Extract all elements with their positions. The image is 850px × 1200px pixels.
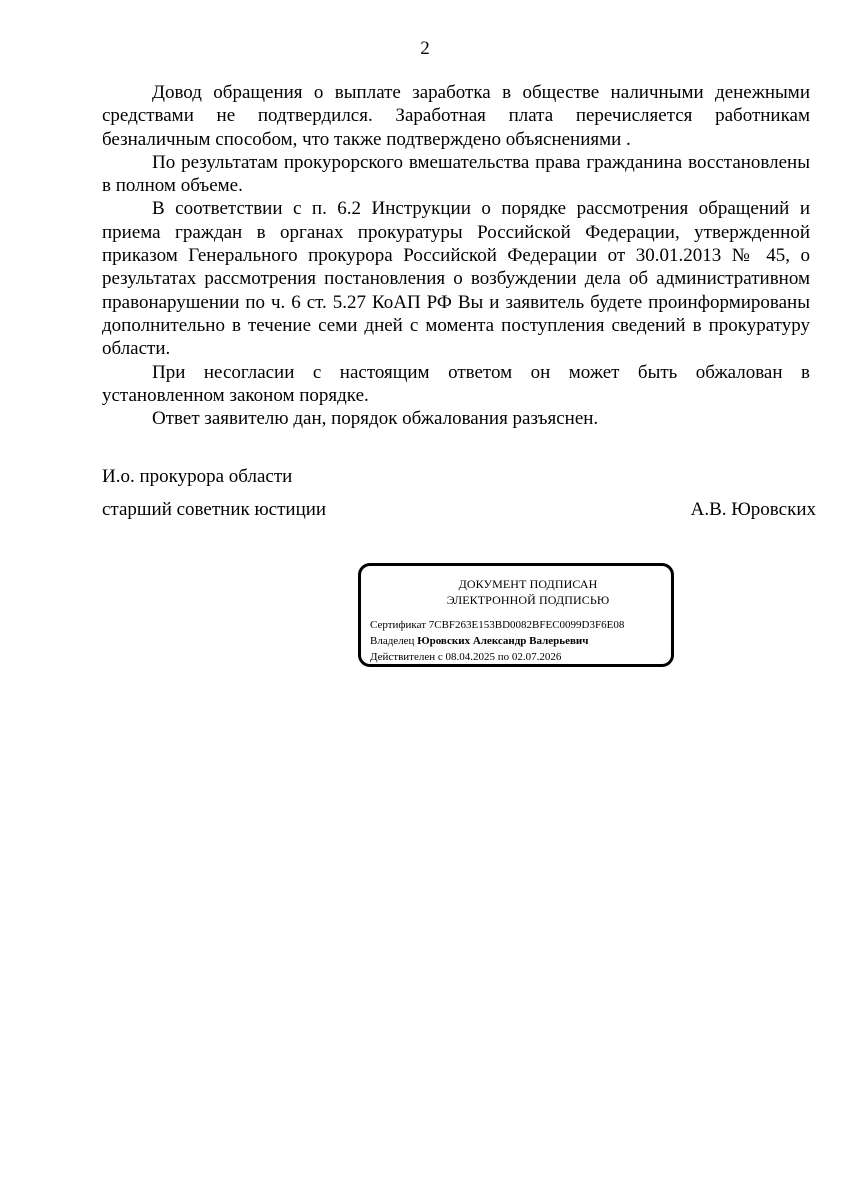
- stamp-certificate-label: Сертификат: [370, 619, 426, 631]
- stamp-valid-from: 08.04.2025: [445, 651, 496, 663]
- stamp-valid-label: Действителен с: [370, 651, 443, 663]
- stamp-certificate-row: [370, 617, 663, 633]
- stamp-owner-label: Владелец: [370, 635, 415, 647]
- paragraph-appeal-right: При несогласии с настоящим ответом он может быть обжалован в установленном законом порядке.: [102, 361, 810, 406]
- stamp-owner-value: Юровских Александр Валерьевич: [417, 635, 589, 647]
- page-number: 2: [420, 38, 430, 59]
- stamp-validity-row: [370, 649, 663, 665]
- paragraph-salary-claim: Довод обращения о выплате заработка в обществе наличными денежными средствами не подтвердился. Заработная плата перечисляется работникам безналичным способом, что также подтверждено объяснениями .: [102, 82, 810, 150]
- stamp-header: [369, 576, 663, 608]
- signatory-position: И.о. прокурора области: [102, 466, 293, 487]
- stamp-header-line-2: ЭЛЕКТРОННОЙ ПОДПИСЬЮ: [446, 593, 610, 607]
- stamp-header-line-1: ДОКУМЕНТ ПОДПИСАН: [458, 577, 598, 591]
- signatory-rank: старший советник юстиции: [102, 499, 327, 520]
- stamp-valid-to-label: по: [497, 651, 510, 663]
- letter-body: [102, 81, 810, 430]
- signatory-name: А.В. Юровских: [690, 499, 816, 520]
- stamp-details: [369, 617, 663, 665]
- stamp-valid-to: 02.07.2026: [511, 651, 562, 663]
- paragraph-answer-given: Ответ заявителю дан, порядок обжалования разъяснен.: [152, 408, 599, 430]
- paragraph-instruction-reference: В соответствии с п. 6.2 Инструкции о порядке рассмотрения обращений и приема граждан в органах прокуратуры Российской Федерации, утвержденной приказом Генерального прокурора Российской Федерации от 30.01.2013 № 45, о результатах рассмотрения постановления о возбуждении дела об административном правонарушении по ч. 6 ст. 5.27 КоАП РФ Вы и заявитель будете проинформированы дополнительно в течение семи дней с момента поступления сведений в прокуратуру области.: [102, 198, 810, 360]
- stamp-owner-row: [370, 633, 663, 649]
- stamp-certificate-value: 7CBF263E153BD0082BFEC0099D3F6E08: [428, 619, 625, 631]
- paragraph-rights-restored: По результатам прокурорского вмешательства права гражданина восстановлены в полном объеме.: [102, 151, 810, 197]
- electronic-signature-stamp: [358, 563, 674, 667]
